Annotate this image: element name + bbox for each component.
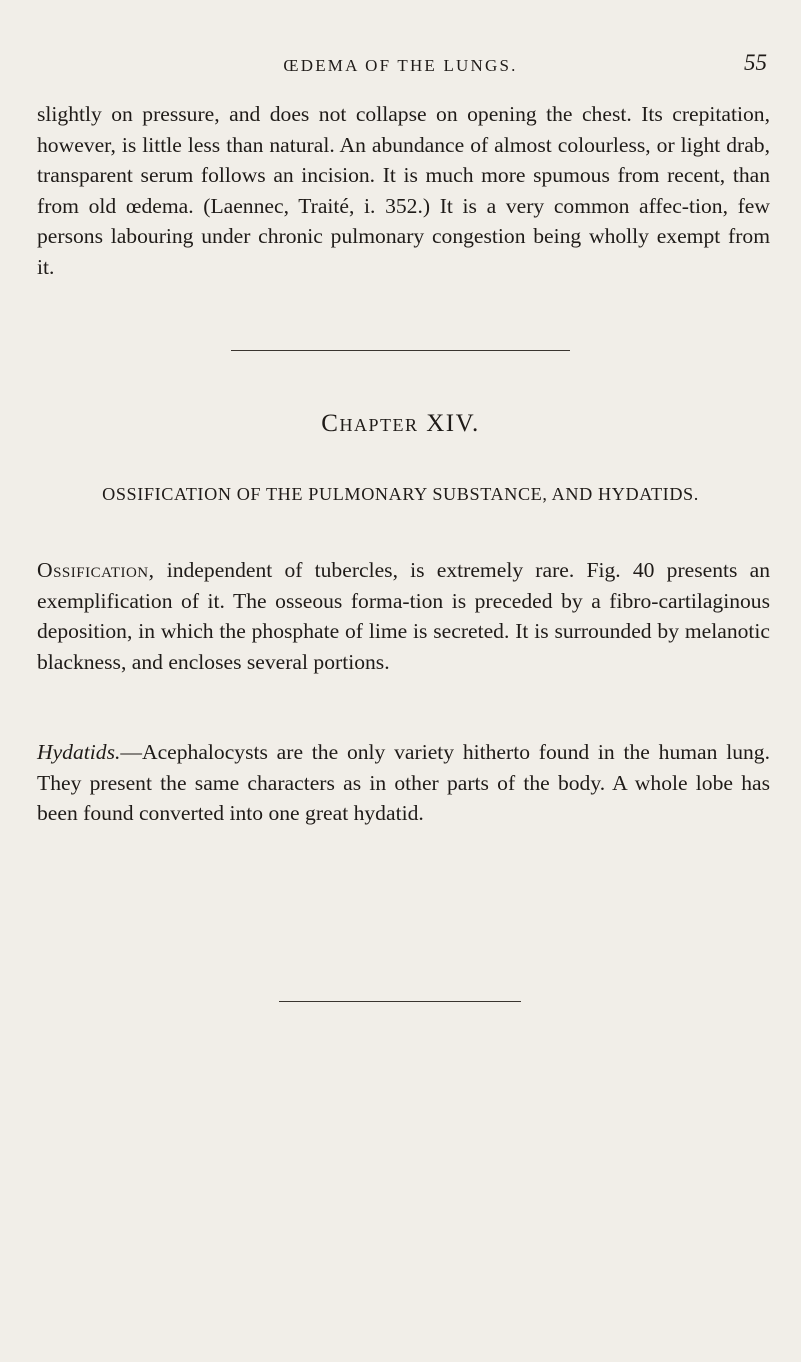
ossification-lead: Ossification, [37,558,155,582]
hydatids-lead: Hydatids. [37,740,121,764]
running-head [30,50,771,84]
ossification-paragraph [37,555,770,677]
chapter-divider-rule [231,350,570,351]
page-number: 55 [744,50,767,75]
end-divider-rule [279,1001,521,1002]
hydatids-body: —Acephalocysts are the only variety hitherto found in the human lung. They present the same characters as in other parts of the body. A whole lobe has been found converted into one great hydatid. [37,740,770,826]
continued-paragraph [37,99,770,283]
hydatids-paragraph-text [37,737,770,829]
chapter-title: OSSIFICATION OF THE PULMONARY SUBSTANCE, AND HYDATIDS. [102,484,699,504]
running-title: ŒDEMA OF THE LUNGS. [283,56,518,75]
hydatids-paragraph [37,737,770,829]
continued-paragraph-text: slightly on pressure, and does not collapse on opening the chest. Its crepitation, however, is little less than natural. An abundance of almost colourless, or light drab, transparent serum follows an incision. It is much more spumous from recent, than from old œdema. (Laennec, Traité, i. 352.) It is a very common affec-tion, few persons labouring under chronic pulmonary congestion being wholly exempt from it. [37,102,770,279]
ossification-body: independent of tubercles, is extremely rare. Fig. 40 presents an exemplification of it. The osseous forma-tion is preceded by a fibro-cartilaginous deposition, in which the phosphate of lime is secreted. It is surrounded by melanotic blackness, and encloses several portions. [37,558,770,674]
chapter-heading: Chapter XIV. [321,410,480,437]
ossification-paragraph-text [37,555,770,677]
